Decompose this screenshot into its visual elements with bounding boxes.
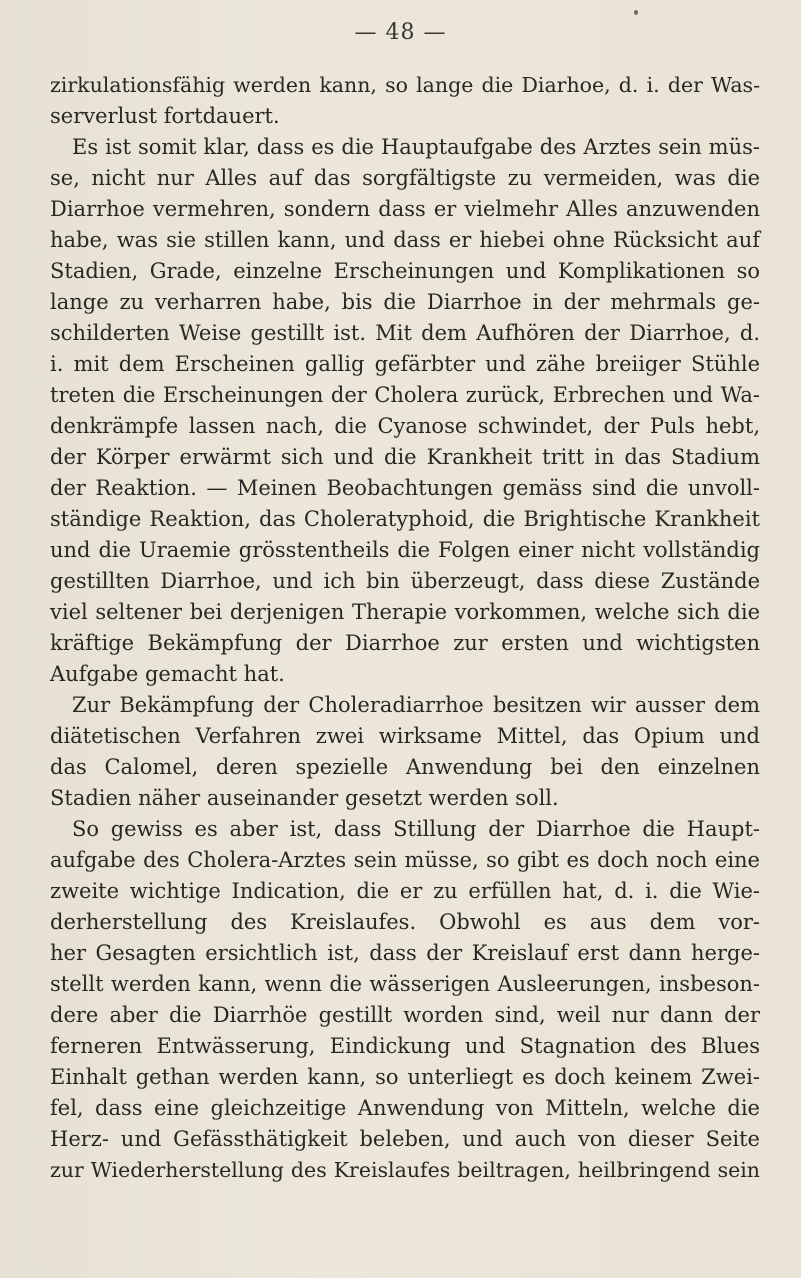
text-line: stellt werden kann, wenn die wässerigen Ausleerungen, insbeson- [50,972,760,996]
text-line: zur Wiederherstellung des Kreislaufes beiltragen, heilbringend sein [50,1158,760,1182]
text-line: Herz- und Gefässthätigkeit beleben, und auch von dieser Seite [50,1127,760,1151]
text-line: Diarrhoe vermehren, sondern dass er vielmehr Alles anzuwenden [50,197,760,221]
text-line: diätetischen Verfahren zwei wirksame Mittel, das Opium und [50,724,760,748]
text-line: gestillten Diarrhoe, und ich bin überzeugt, dass diese Zustände [50,569,760,593]
text-line: Einhalt gethan werden kann, so unterliegt es doch keinem Zwei- [50,1065,760,1089]
text-line: habe, was sie stillen kann, und dass er hiebei ohne Rücksicht auf [50,228,760,252]
text-line: So gewiss es aber ist, dass Stillung der Diarrhoe die Haupt- [72,817,760,841]
text-line: se, nicht nur Alles auf das sorgfältigste zu vermeiden, was die [50,166,760,190]
text-line: her Gesagten ersichtlich ist, dass der Kreislauf erst dann herge- [50,941,760,965]
text-line: serverlust fortdauert. [50,104,280,128]
text-line: der Reaktion. — Meinen Beobachtungen gemäss sind die unvoll- [50,476,760,500]
text-line: Stadien, Grade, einzelne Erscheinungen und Komplikationen so [50,259,760,283]
text-line: und die Uraemie grösstentheils die Folgen einer nicht vollständig [50,538,760,562]
text-line: zirkulationsfähig werden kann, so lange die Diarhoe, d. i. der Was- [50,73,760,97]
text-line: Zur Bekämpfung der Choleradiarrhoe besitzen wir ausser dem [72,693,760,717]
text-line: treten die Erscheinungen der Cholera zurück, Erbrechen und Wa- [50,383,760,407]
text-line: viel seltener bei derjenigen Therapie vorkommen, welche sich die [50,600,760,624]
text-line: aufgabe des Cholera-Arztes sein müsse, so gibt es doch noch eine [50,848,760,872]
print-speck [634,10,638,15]
text-line: i. mit dem Erscheinen gallig gefärbter und zähe breiiger Stühle [50,352,760,376]
text-line: schilderten Weise gestillt ist. Mit dem Aufhören der Diarrhoe, d. [50,321,760,345]
body-text [50,70,760,1186]
text-line: Aufgabe gemacht hat. [50,662,285,686]
text-line: zweite wichtige Indication, die er zu erfüllen hat, d. i. die Wie- [50,879,760,903]
text-line: Es ist somit klar, dass es die Hauptaufgabe des Arztes sein müs- [72,135,760,159]
text-line: derherstellung des Kreislaufes. Obwohl es aus dem vor- [50,910,760,934]
text-line: ferneren Entwässerung, Eindickung und Stagnation des Blues [50,1034,760,1058]
text-line: denkrämpfe lassen nach, die Cyanose schwindet, der Puls hebt, [50,414,760,438]
text-line: fel, dass eine gleichzeitige Anwendung von Mitteln, welche die [50,1096,760,1120]
text-line: lange zu verharren habe, bis die Diarrhoe in der mehrmals ge- [50,290,760,314]
text-line: das Calomel, deren spezielle Anwendung bei den einzelnen [50,755,760,779]
text-line: dere aber die Diarrhöe gestillt worden sind, weil nur dann der [50,1003,760,1027]
text-line: ständige Reaktion, das Choleratyphoid, die Brightische Krankheit [50,507,760,531]
text-line: Stadien näher auseinander gesetzt werden soll. [50,786,559,810]
page-number-header: — 48 — [354,20,447,45]
text-line: der Körper erwärmt sich und die Krankheit tritt in das Stadium [50,445,760,469]
text-line: kräftige Bekämpfung der Diarrhoe zur ersten und wichtigsten [50,631,760,655]
